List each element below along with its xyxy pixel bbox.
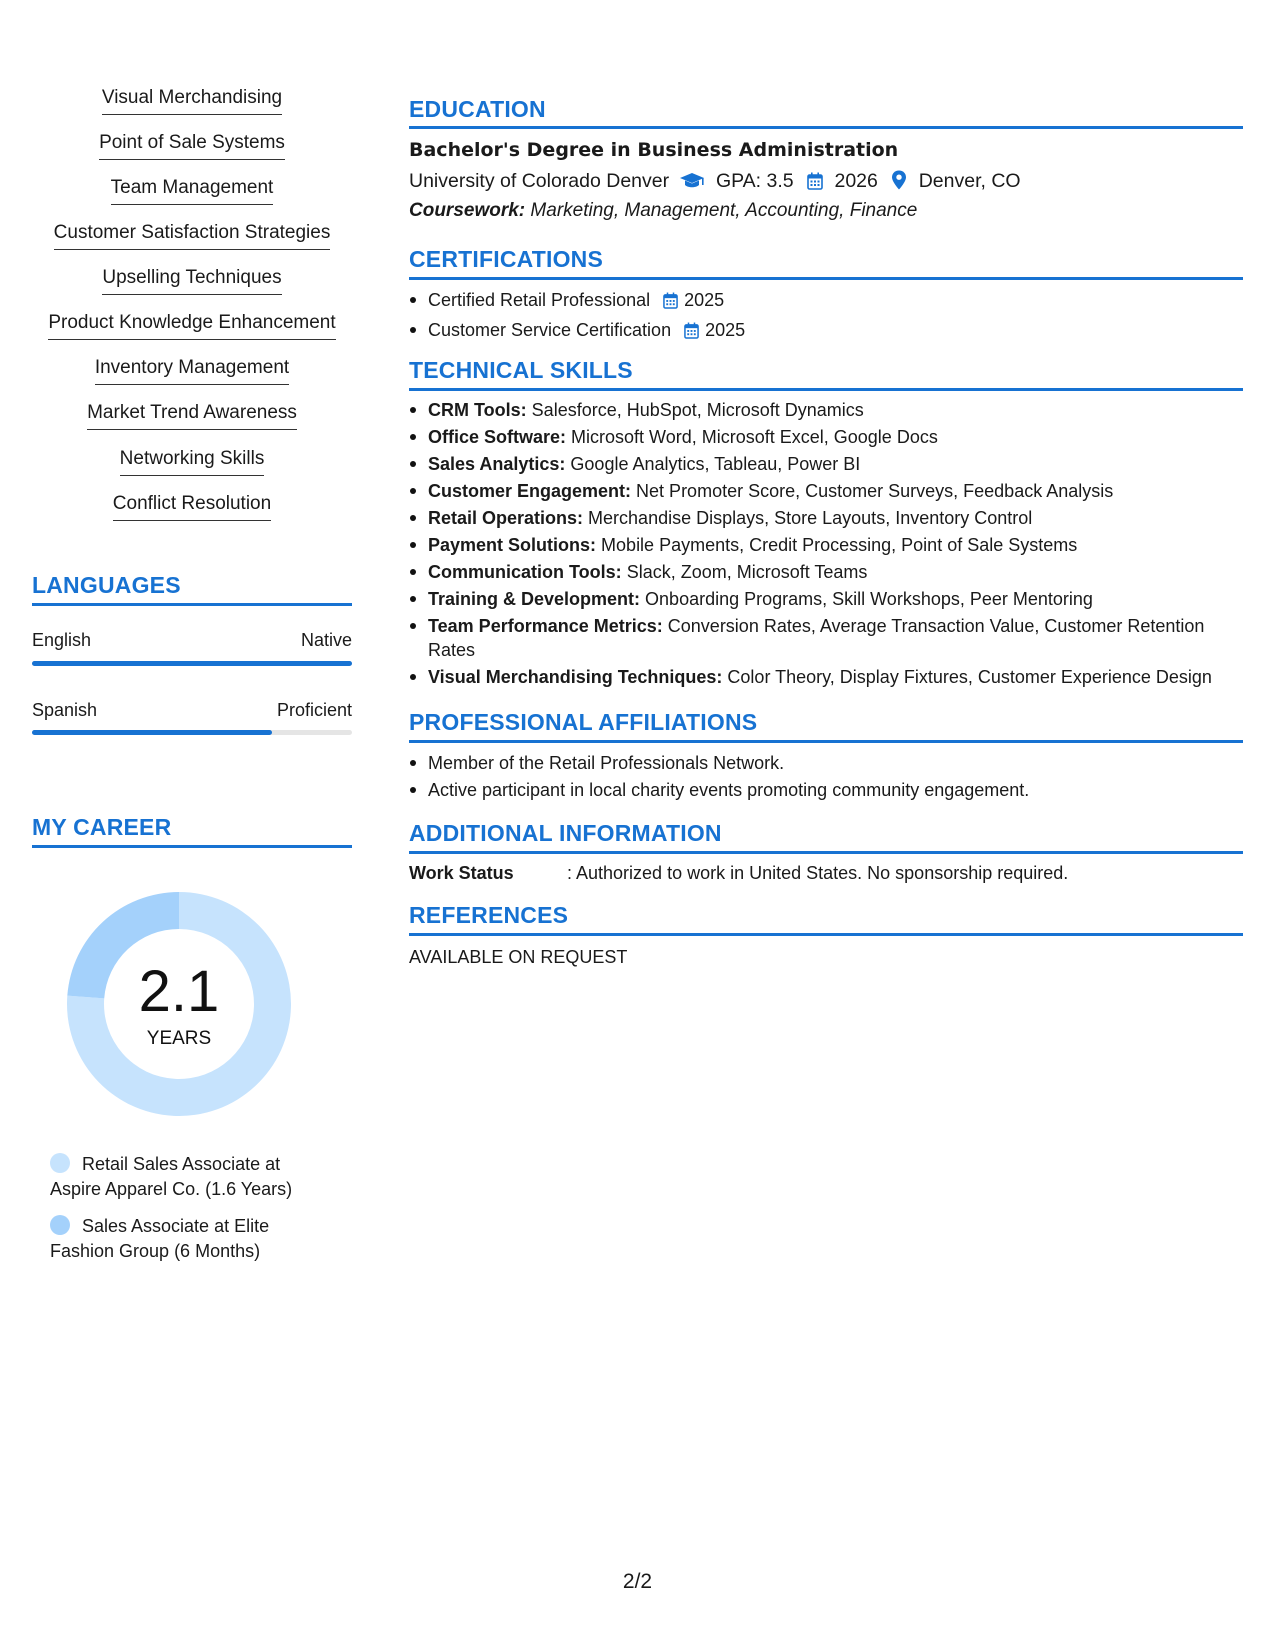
- career-total-unit: YEARS: [146, 1028, 212, 1049]
- skill-item: Customer Satisfaction Strategies: [32, 221, 352, 250]
- calendar-icon: [663, 291, 678, 315]
- education-meta: [409, 169, 1021, 196]
- skill-item: Conflict Resolution: [32, 492, 352, 521]
- technical-skill-item: Sales Analytics: Google Analytics, Tableau, Power BI: [409, 452, 1243, 476]
- technical-skill-item: Payment Solutions: Mobile Payments, Credit Processing, Point of Sale Systems: [409, 533, 1243, 557]
- technical-skills-heading: TECHNICAL SKILLS: [409, 357, 633, 383]
- references-heading: REFERENCES: [409, 902, 569, 928]
- work-status-row: [409, 861, 1068, 885]
- references-rule: [409, 933, 1243, 936]
- technical-skill-item: CRM Tools: Salesforce, HubSpot, Microsoft Dynamics: [409, 398, 1243, 422]
- skill-item: Market Trend Awareness: [32, 401, 352, 430]
- affiliation-item: Member of the Retail Professionals Network.: [409, 751, 1243, 775]
- career-legend-item: Sales Associate at Elite Fashion Group (6 Months): [50, 1216, 270, 1261]
- work-status-value: : Authorized to work in United States. No sponsorship required.: [567, 863, 1069, 883]
- certifications-list: [409, 288, 1243, 348]
- skill-item: Point of Sale Systems: [32, 131, 352, 160]
- page-number: 2/2: [622, 1570, 653, 1593]
- language-bar-english: [32, 661, 352, 666]
- skill-item: Visual Merchandising: [32, 86, 352, 115]
- language-bar-spanish: [32, 730, 352, 735]
- additional-info-rule: [409, 851, 1243, 854]
- certifications-heading: CERTIFICATIONS: [409, 246, 604, 272]
- languages-heading: LANGUAGES: [32, 572, 181, 598]
- technical-skill-item: Customer Engagement: Net Promoter Score, Customer Surveys, Feedback Analysis: [409, 479, 1243, 503]
- education-rule: [409, 126, 1243, 129]
- career-rule: [32, 845, 352, 848]
- skill-item: Product Knowledge Enhancement: [32, 311, 352, 340]
- coursework-label: Coursework:: [409, 200, 526, 221]
- graduation-year: 2026: [834, 170, 878, 192]
- career-legend-item: Retail Sales Associate at Aspire Apparel Co. (1.6 Years): [50, 1154, 293, 1199]
- technical-skill-item: Retail Operations: Merchandise Displays, Store Layouts, Inventory Control: [409, 506, 1243, 530]
- affiliations-rule: [409, 740, 1243, 743]
- technical-skill-item: Training & Development: Onboarding Programs, Skill Workshops, Peer Mentoring: [409, 587, 1243, 611]
- language-level: Proficient: [276, 700, 352, 720]
- skill-item: Inventory Management: [32, 356, 352, 385]
- degree-title: Bachelor's Degree in Business Administration: [409, 139, 899, 161]
- certification-item: Customer Service Certification 2025: [409, 318, 1243, 345]
- additional-info-heading: ADDITIONAL INFORMATION: [409, 820, 722, 846]
- work-status-label: Work Status: [409, 863, 514, 883]
- language-bar-fill: [32, 661, 352, 666]
- certifications-rule: [409, 277, 1243, 280]
- language-level: Native: [300, 630, 352, 650]
- affiliation-item: Active participant in local charity events promoting community engagement.: [409, 778, 1243, 802]
- calendar-icon: [684, 321, 699, 345]
- graduation-cap-icon: [679, 172, 705, 196]
- skill-item: Upselling Techniques: [32, 266, 352, 295]
- career-heading: MY CAREER: [32, 814, 172, 840]
- education-heading: EDUCATION: [409, 96, 546, 122]
- legend-dot: [50, 1153, 70, 1173]
- languages-rule: [32, 603, 352, 606]
- language-name: Spanish: [32, 700, 98, 720]
- calendar-icon: [807, 172, 823, 196]
- school-name: University of Colorado Denver: [409, 170, 670, 192]
- skill-item: Team Management: [32, 176, 352, 205]
- location-pin-icon: [891, 170, 907, 196]
- technical-skill-item: Communication Tools: Slack, Zoom, Microsoft Teams: [409, 560, 1243, 584]
- technical-skill-item: Team Performance Metrics: Conversion Rates, Average Transaction Value, Customer Retention Rates: [409, 614, 1243, 662]
- education-location: Denver, CO: [918, 170, 1021, 192]
- legend-dot: [50, 1215, 70, 1235]
- technical-skill-item: Office Software: Microsoft Word, Microsoft Excel, Google Docs: [409, 425, 1243, 449]
- language-name: English: [32, 630, 92, 650]
- affiliations-heading: PROFESSIONAL AFFILIATIONS: [409, 709, 758, 735]
- career-total-years: 2.1: [138, 959, 220, 1024]
- affiliations-list: [409, 751, 1243, 805]
- technical-skill-item: Visual Merchandising Techniques: Color Theory, Display Fixtures, Customer Experience Design: [409, 665, 1243, 689]
- career-donut-chart: [67, 892, 291, 1116]
- gpa: GPA: 3.5: [715, 170, 794, 192]
- technical-skills-rule: [409, 388, 1243, 391]
- technical-skills-list: [409, 398, 1243, 692]
- certification-item: Certified Retail Professional 2025: [409, 288, 1243, 315]
- career-donut-center: [67, 892, 291, 1116]
- coursework-list: Marketing, Management, Accounting, Finance: [530, 200, 918, 221]
- coursework-line: [409, 199, 917, 223]
- language-bar-fill: [32, 730, 272, 735]
- skill-item: Networking Skills: [32, 447, 352, 476]
- references-text: AVAILABLE ON REQUEST: [409, 947, 628, 967]
